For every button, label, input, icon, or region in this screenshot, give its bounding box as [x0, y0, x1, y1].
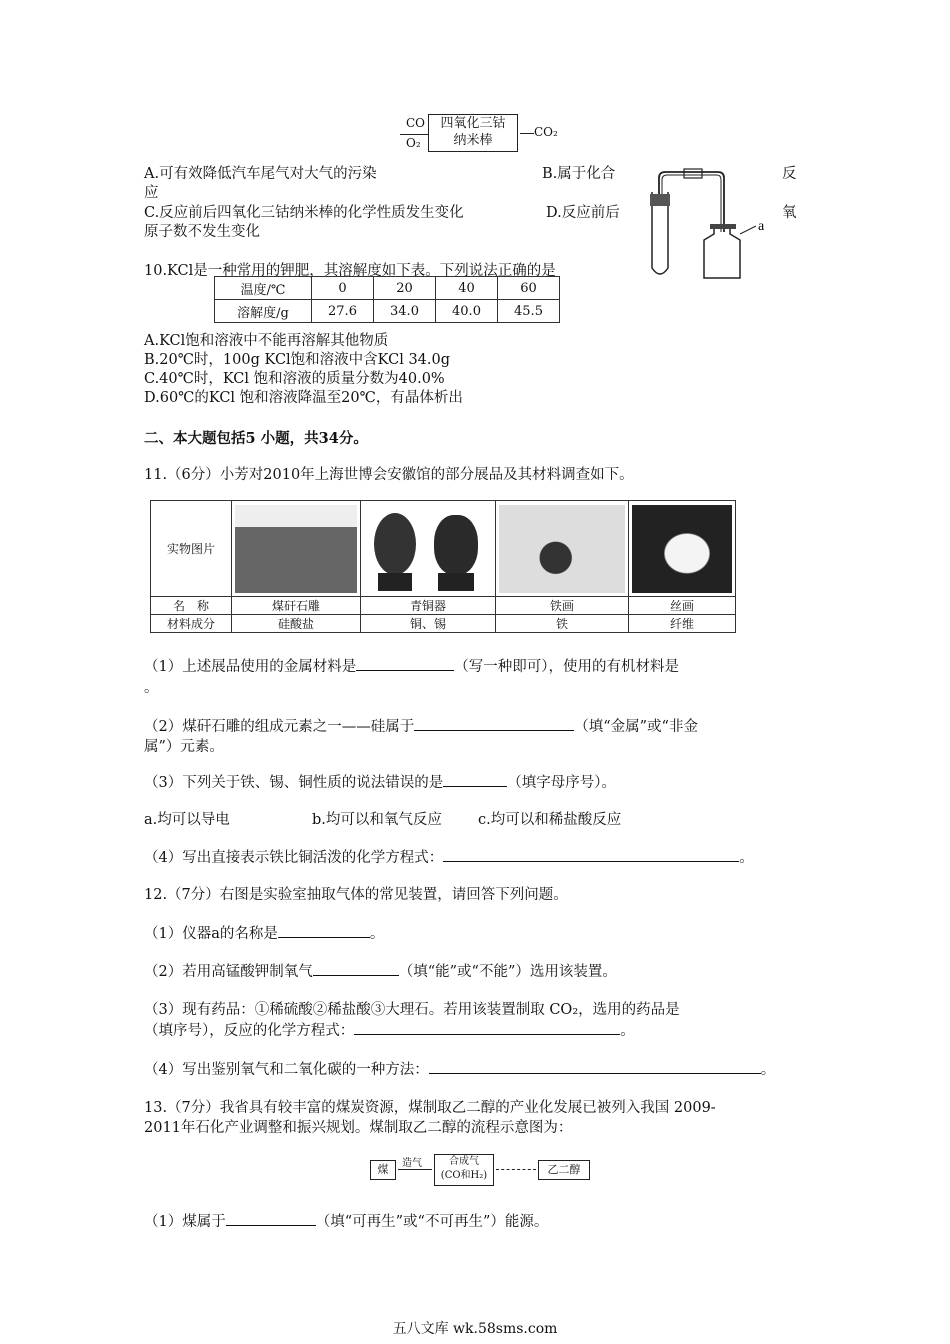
material-cell: 硅酸盐 — [232, 615, 361, 633]
q11-part-3: （3）下列关于铁、锡、铜性质的说法错误的是 （填字母序号）。 — [144, 771, 616, 792]
answer-blank[interactable] — [414, 716, 574, 731]
material-cell: 铁 — [496, 615, 629, 633]
table-row — [215, 277, 560, 300]
reactant-co: CO — [406, 116, 426, 130]
material-header: 材料成分 — [151, 615, 232, 633]
solubility-header: 溶解度/g — [215, 300, 312, 323]
q11-option-b: b.均可以和氧气反应 — [312, 812, 442, 828]
q10-option-b: B.20℃时，100g KCl饱和溶液中含KCl 34.0g — [144, 352, 451, 368]
coal-carving-photo — [235, 505, 357, 593]
solubility-cell: 45.5 — [498, 300, 560, 323]
q11-stem: 11.（6分）小芳对2010年上海世博会安徽馆的部分展品及其材料调查如下。 — [144, 467, 634, 483]
answer-blank[interactable] — [443, 847, 739, 862]
gas-apparatus-figure — [640, 168, 780, 282]
flow-syngas-box: 合成气 (CO和H₂) — [434, 1154, 494, 1186]
answer-blank[interactable] — [429, 1059, 761, 1074]
temp-cell: 60 — [498, 277, 560, 300]
process-flow-diagram — [370, 1154, 594, 1190]
photo-header: 实物图片 — [151, 501, 232, 597]
catalyst-line2: 纳米棒 — [453, 133, 493, 148]
material-cell: 纤维 — [629, 615, 736, 633]
page-footer: 五八文库 wk.58sms.com — [392, 1321, 558, 1337]
q10-option-c: C.40℃时，KCl 饱和溶液的质量分数为40.0% — [144, 371, 445, 387]
name-cell: 煤矸石雕 — [232, 597, 361, 615]
q10-option-d: D.60℃的KCl 饱和溶液降温至20℃，有晶体析出 — [144, 390, 463, 406]
temp-header: 温度/℃ — [215, 277, 312, 300]
q11-part-1-tail: 。 — [144, 680, 159, 696]
solubility-cell: 40.0 — [436, 300, 498, 323]
q9-option-b: B.属于化合 — [542, 166, 616, 182]
flow-coal-box: 煤 — [370, 1160, 396, 1180]
q9-option-d-cont: 氧 — [782, 205, 797, 221]
silk-picture-photo — [632, 505, 732, 593]
solubility-cell: 27.6 — [312, 300, 374, 323]
catalyst-line1: 四氧化三钴 — [440, 116, 506, 131]
solubility-table — [214, 276, 560, 323]
tube-joint — [684, 169, 702, 178]
photo-cell — [629, 501, 736, 597]
photo-cell — [496, 501, 629, 597]
q12-part-2: （2）若用高锰酸钾制氧气 （填“能”或“不能”）选用该装置。 — [144, 960, 617, 981]
q9-option-d-tail: 原子数不发生变化 — [144, 224, 260, 240]
q11-option-c: c.均可以和稀盐酸反应 — [478, 812, 622, 828]
test-tube-stopper — [650, 194, 670, 206]
reaction-diagram — [398, 112, 578, 156]
photo-cell — [361, 501, 496, 597]
q9-option-a: A.可有效降低汽车尾气对大气的污染 — [144, 166, 377, 182]
apparatus-label-a: a — [758, 219, 765, 234]
q10-stem: 10.KCl是一种常用的钾肥，其溶解度如下表。下列说法正确的是 — [144, 263, 556, 279]
exhibit-table — [150, 500, 736, 633]
q11-part-1: （1）上述展品使用的金属材料是 （写一种即可），使用的有机材料是 — [144, 655, 679, 676]
bronze-ware-photo — [364, 505, 492, 593]
name-cell: 铁画 — [496, 597, 629, 615]
q12-part-1: （1）仪器a的名称是 。 — [144, 922, 384, 943]
q12-stem: 12.（7分）右图是实验室抽取气体的常见装置，请回答下列问题。 — [144, 887, 568, 903]
flow-arrow-1 — [398, 1169, 432, 1170]
name-header: 名 称 — [151, 597, 232, 615]
iron-picture-photo — [499, 505, 625, 593]
catalyst-box — [428, 114, 518, 152]
q11-part-4: （4）写出直接表示铁比铜活泼的化学方程式： 。 — [144, 846, 754, 867]
bottle-glass-plate — [710, 224, 736, 229]
answer-blank[interactable] — [278, 923, 370, 938]
table-row — [151, 501, 736, 597]
temp-cell: 40 — [436, 277, 498, 300]
q12-part-3: （3）现有药品：①稀硫酸②稀盐酸③大理石。若用该装置制取 CO₂，选用的药品是 — [144, 1002, 680, 1018]
q9-option-b-cont: 反 — [782, 166, 797, 182]
answer-blank[interactable] — [226, 1211, 316, 1226]
name-cell: 青铜器 — [361, 597, 496, 615]
q9-option-c: C.反应前后四氧化三钴纳米棒的化学性质发生变化 — [144, 205, 464, 221]
section-2-title: 二、本大题包括5 小题，共34分。 — [144, 430, 368, 447]
name-cell: 丝画 — [629, 597, 736, 615]
solubility-cell: 34.0 — [374, 300, 436, 323]
flow-arrow-label: 造气 — [402, 1158, 422, 1169]
table-row — [215, 300, 560, 323]
q9-option-d: D.反应前后 — [546, 205, 620, 221]
q13-stem-cont: 2011年石化产业调整和振兴规划。煤制取乙二醇的流程示意图为： — [144, 1120, 573, 1136]
q9-option-b-tail: 应 — [144, 185, 159, 201]
table-row — [151, 597, 736, 615]
q10-option-a: A.KCl饱和溶液中不能再溶解其他物质 — [144, 333, 389, 349]
answer-blank[interactable] — [354, 1020, 620, 1035]
answer-blank[interactable] — [356, 656, 454, 671]
q12-part-3-cont: （填序号），反应的化学方程式： 。 — [144, 1019, 635, 1040]
q12-part-4: （4）写出鉴别氧气和二氧化碳的一种方法： 。 — [144, 1058, 775, 1079]
reactant-o2: O₂ — [406, 136, 421, 150]
q11-part-2-tail: 属”）元素。 — [144, 739, 224, 755]
temp-cell: 0 — [312, 277, 374, 300]
answer-blank[interactable] — [443, 772, 507, 787]
q13-part-1: （1）煤属于 （填“可再生”或“不可再生”）能源。 — [144, 1210, 548, 1231]
product-arrow — [520, 133, 534, 134]
temp-cell: 20 — [374, 277, 436, 300]
table-row — [151, 615, 736, 633]
product-co2: CO₂ — [534, 125, 558, 139]
flow-arrow-2 — [496, 1169, 536, 1170]
gas-bottle — [704, 228, 740, 278]
flow-product-box: 乙二醇 — [538, 1160, 590, 1180]
q11-option-a: a.均可以导电 — [144, 812, 230, 828]
reactant-arrow — [400, 134, 428, 135]
photo-cell — [232, 501, 361, 597]
q13-stem: 13.（7分）我省具有较丰富的煤炭资源，煤制取乙二醇的产业化发展已被列入我国 2009- — [144, 1100, 716, 1116]
material-cell: 铜、锡 — [361, 615, 496, 633]
answer-blank[interactable] — [313, 961, 399, 976]
q11-part-2: （2）煤矸石雕的组成元素之一——硅属于 （填“金属”或“非金 — [144, 715, 698, 736]
